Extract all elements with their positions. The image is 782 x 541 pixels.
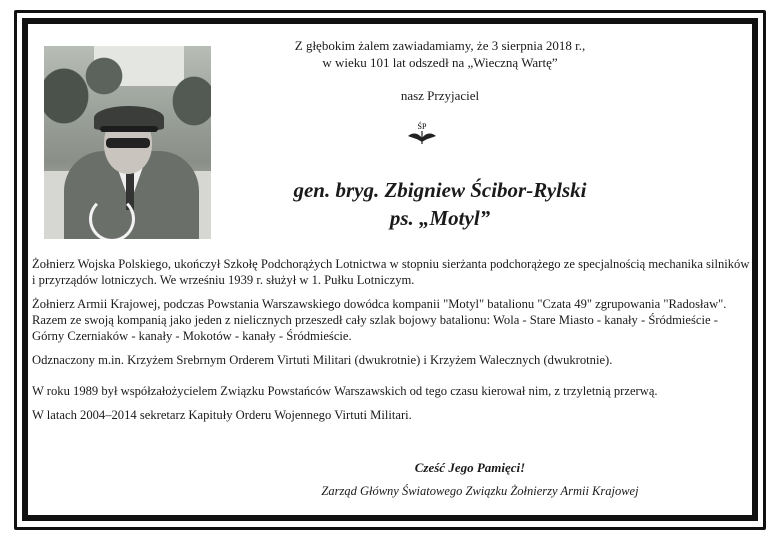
bio-paragraph: Odznaczony m.in. Krzyżem Srebrnym Orderem Virtuti Militari (dwukrotnie) i Krzyżem Walecznych (dwukrotnie). — [32, 353, 613, 367]
deceased-alias: ps. „Motyl” — [389, 206, 491, 230]
bio-paragraph: W roku 1989 był współzałożycielem Związku Powstańców Warszawskich od tego czasu kierował nim, z trzyletnią przerwą. — [32, 384, 658, 398]
announcement-line-2: w wieku 101 lat odszedł na „Wieczną Wartę” — [322, 55, 558, 70]
announcement-line-1: Z głębokim żalem zawiadamiamy, że 3 sierpnia 2018 r., — [294, 38, 586, 53]
portrait-photo — [44, 46, 211, 239]
memorial-emblem-icon — [405, 120, 439, 146]
bio-paragraph: Żołnierz Armii Krajowej, podczas Powstania Warszawskiego dowódca kompanii "Motyl" batalionu "Czata 49" zgrupowania "Radosław". Razem ze swoją kompanią jako jeden z nielicznych przeszedł cały szlak bojowy batalionu: Wola - Stare Miasto - kanały - Śródmieście - Górny Czerniaków - kanały - Mokotów - kanały - Śródmieście. — [32, 297, 727, 343]
closing-tribute: Cześć Jego Pamięci! — [414, 460, 526, 475]
emblem-text: ŚP — [417, 122, 427, 131]
bio-paragraph: Żołnierz Wojska Polskiego, ukończył Szkołę Podchorążych Lotnictwa w stopniu sierżanta podchorążego ze specjalnością mechanika silników i przyrządów lotniczych. We wrześniu 1939 r. służył w 1. Pułku Lotniczym. — [32, 257, 750, 287]
friend-line: nasz Przyjaciel — [400, 88, 480, 103]
deceased-name: gen. bryg. Zbigniew Ścibor-Rylski — [293, 178, 587, 202]
signature-line: Zarząd Główny Światowego Związku Żołnierzy Armii Krajowej — [321, 484, 639, 498]
bio-paragraph: W latach 2004–2014 sekretarz Kapituły Orderu Wojennego Virtuti Militari. — [32, 408, 412, 422]
